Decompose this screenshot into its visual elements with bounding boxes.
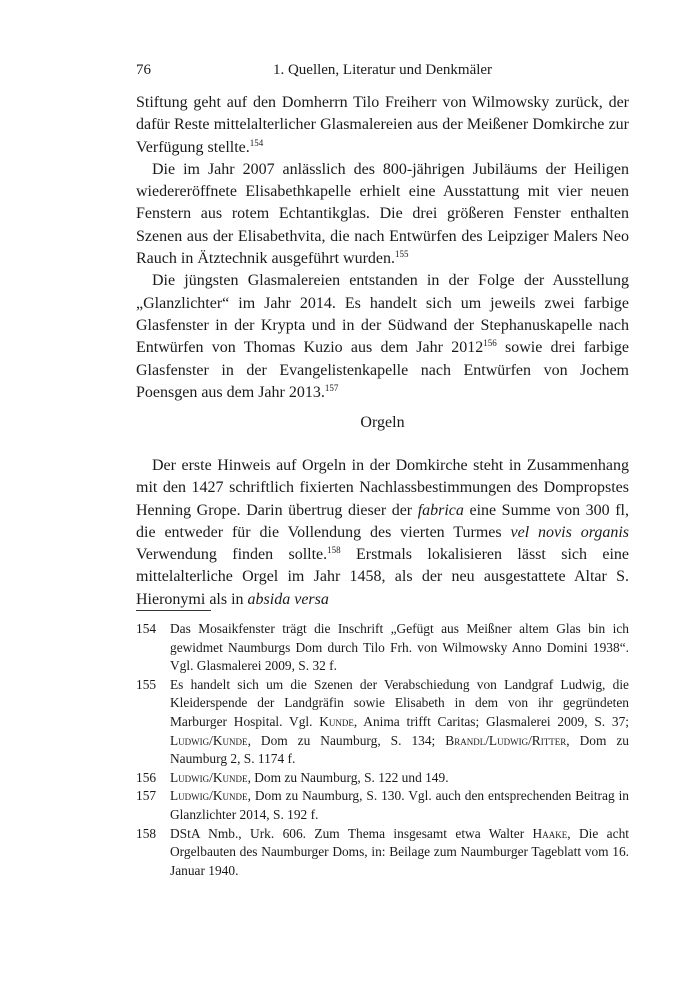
footnote-text: , Die acht Orgelbauten des Naumburger Doms, in: Beilage zum Naumburger Tageblatt vom 16. Januar 1940. xyxy=(170,825,629,878)
body-text-top xyxy=(136,92,629,404)
paragraph xyxy=(136,159,629,270)
footnote-ref[interactable]: 155 xyxy=(395,249,409,260)
footnote-text: , Anima trifft Caritas; Glasmalerei 2009, S. 37; xyxy=(353,713,629,729)
footnote-ref[interactable]: 157 xyxy=(324,382,339,393)
author-name: Ludwig/Kunde xyxy=(170,732,248,748)
paragraph-text: Die im Jahr 2007 anlässlich des 800-jährigen Jubiläums der Heiligen wiedereröffnete Elisabethkapelle erhielt eine Ausstattung mit vier neuen Fenstern aus rotem Echtantikglas. Die drei größeren Fenster enthalten Szenen aus der Elisabethvita, die nach Entwürfen des Leipziger Malers Neo Rauch in Ätztechnik ausgeführt wurden. xyxy=(136,160,629,268)
footnote-text: , Dom zu Naumburg, S. 122 und 149. xyxy=(247,769,449,785)
paragraph-text: Erstmals lokalisieren lässt sich eine mittelalterliche Orgel im Jahr 1458, als der neu ausgestattete Altar S. Hieronymi als in xyxy=(136,546,630,608)
footnote xyxy=(136,769,629,788)
author-name: Ludwig/Kunde xyxy=(170,788,248,804)
author-name: Brandl/Ludwig/Ritter xyxy=(445,732,567,748)
paragraph xyxy=(136,270,629,404)
paragraph xyxy=(136,92,629,159)
footnote-ref[interactable]: 154 xyxy=(249,137,264,148)
paragraph-text: Der erste Hinweis auf Orgeln in der Domkirche steht in Zusammenhang mit den 1427 schriftlich fixierten Nachlassbestimmungen des Dompropstes Henning Grope. Darin übertrug dieser der xyxy=(136,457,629,519)
footnote xyxy=(136,825,629,881)
footnote xyxy=(136,676,629,769)
footnote-number: 157 xyxy=(136,788,157,804)
italic-term: vel novis organis xyxy=(510,523,629,541)
author-name: Ludwig/Kunde xyxy=(170,769,248,785)
footnote-text: , Dom zu Naumburg, S. 130. Vgl. auch den entsprechenden Beitrag in Glanzlichter 2014, S. 192 f. xyxy=(170,788,629,822)
footnote-number: 156 xyxy=(136,769,157,785)
body-text-orgeln xyxy=(136,455,629,611)
section-heading: Orgeln xyxy=(360,414,405,431)
footnotes xyxy=(136,620,629,880)
footnote-text: Das Mosaikfenster trägt die Inschrift „Gefügt aus Meißner altem Glas bin ich gewidmet Naumburgs Dom durch Tilo Frh. von Wilmowsky Anno Domini 1938“. Vgl. Glasmalerei 2009, S. 32 f. xyxy=(170,621,629,674)
running-title: 1. Quellen, Literatur und Denkmäler xyxy=(272,62,493,78)
page-number: 76 xyxy=(136,62,151,78)
footnote-number: 155 xyxy=(136,676,157,692)
paragraph-text: Verwendung finden sollte. xyxy=(136,546,328,564)
italic-term: absida versa xyxy=(247,590,329,608)
footnote-ref[interactable]: 158 xyxy=(327,545,341,556)
author-name: Kunde xyxy=(319,713,354,729)
paragraph-text: Die jüngsten Glasmalereien entstanden in der Folge der Ausstellung „Glanzlichter“ im Jahr 2014. Es handelt sich um jeweils zwei farbige Glasfenster in der Krypta und in der Südwand der Stephanuskapelle nach Entwürfen von Thomas Kuzio aus dem Jahr 2012 xyxy=(136,272,629,357)
footnote xyxy=(136,787,629,824)
paragraph-text: sowie drei farbige Glasfenster in der Evangelistenkapelle nach Entwürfen von Jochem Poensgen aus dem Jahr 2013. xyxy=(136,339,629,401)
footnote-text: , Dom zu Naumburg 2, S. 1174 f. xyxy=(170,732,629,767)
footnote-text: , Dom zu Naumburg, S. 134; xyxy=(247,732,446,748)
author-name: Haake xyxy=(532,825,568,841)
footnote-number: 158 xyxy=(136,825,157,841)
paragraph-text: eine Summe von 300 fl, die entweder für die Vollendung des vierten Turmes xyxy=(136,501,629,541)
footnote-text: Es handelt sich um die Szenen der Verabschiedung von Landgraf Ludwig, die Kleiderspende der Landgräfin sowie Elisabeth in dem von ihr gegründeten Marburger Hospital. Vgl. xyxy=(170,676,629,729)
italic-term: fabrica xyxy=(417,501,464,519)
paragraph-text: Stiftung geht auf den Domherrn Tilo Freiherr von Wilmowsky zurück, der dafür Reste mittelalterlicher Glasmalereien aus der Meißener Domkirche zur Verfügung stellte. xyxy=(136,94,629,156)
footnote xyxy=(136,620,629,676)
footnote-number: 154 xyxy=(136,621,157,636)
footnote-ref[interactable]: 156 xyxy=(483,338,497,349)
footnote-rule xyxy=(136,610,211,611)
footnote-text: DStA Nmb., Urk. 606. Zum Thema insgesamt etwa Walter xyxy=(170,825,533,841)
paragraph xyxy=(136,455,629,611)
running-header xyxy=(136,62,629,82)
